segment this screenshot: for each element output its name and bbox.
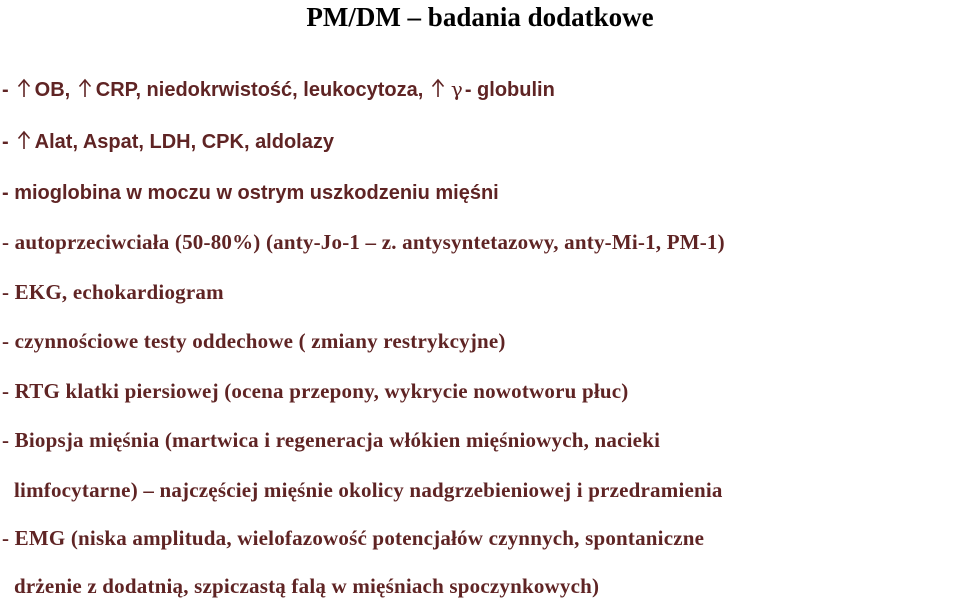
- list-item-emg: - EMG (niska amplituda, wielofazowość potencjałów czynnych, spontaniczne: [2, 526, 705, 550]
- list-item-enzymes: [2, 129, 334, 155]
- list-item-ob-crp: [2, 76, 555, 103]
- list-item-ekg: - EKG, echokardiogram: [2, 280, 224, 304]
- list-item-biopsy-continued: limfocytarne) – najczęściej mięśnie okolicy nadgrzebieniowej i przedramienia: [14, 478, 723, 502]
- enzymes-text: Alat, Aspat, LDH, CPK, aldolazy: [34, 131, 334, 153]
- slide-title: PM/DM – badania dodatkowe: [306, 2, 654, 32]
- list-item-lung-tests: - czynnościowe testy oddechowe ( zmiany restrykcyjne): [2, 329, 506, 353]
- globulin-text: - globulin: [464, 79, 555, 101]
- arrow-up-icon: [17, 130, 31, 150]
- list-item-myoglobin: - mioglobina w moczu w ostrym uszkodzeniu mięśni: [2, 182, 499, 204]
- ob-text: OB,: [34, 79, 71, 101]
- list-dash: -: [2, 79, 9, 101]
- list-item-emg-continued: drżenie z dodatnią, szpiczastą falą w mięśniach spoczynkowych): [14, 574, 600, 598]
- list-dash: -: [2, 131, 9, 153]
- list-item-autoantibodies: - autoprzeciwciała (50-80%) (anty-Jo-1 – z. antysyntetazowy, anty-Mi-1, PM-1): [2, 230, 725, 254]
- crp-text: CRP, niedokrwistość, leukocytoza,: [95, 79, 424, 101]
- arrow-up-icon: [17, 78, 31, 98]
- list-item-biopsy: - Biopsja mięśnia (martwica i regeneracja włókien mięśniowych, nacieki: [2, 428, 661, 452]
- arrow-up-icon: [431, 78, 445, 98]
- arrow-up-icon: [78, 78, 92, 98]
- gamma-symbol: γ: [450, 77, 463, 101]
- list-item-xray: - RTG klatki piersiowej (ocena przepony, wykrycie nowotworu płuc): [2, 379, 629, 403]
